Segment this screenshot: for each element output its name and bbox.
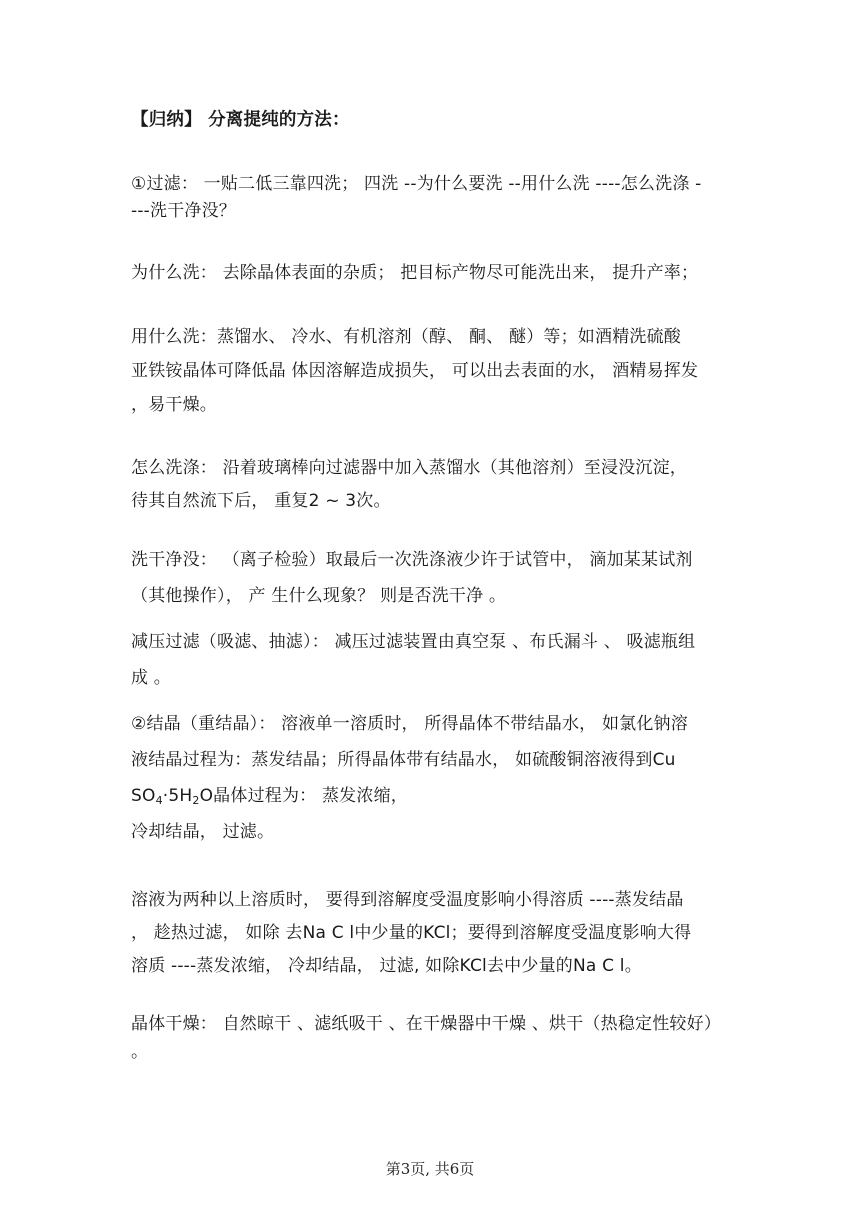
paragraph-line: 溶液为两种以上溶质时， 要得到溶解度受温度影响小得溶质 ----蒸发结晶 bbox=[131, 890, 684, 910]
paragraph-line: 洗干净没： （离子检验）取最后一次洗涤液少许于试管中， 滴加某某试剂 bbox=[131, 550, 693, 570]
paragraph-line: 减压过滤（吸滤、抽滤）： 减压过滤装置由真空泵 、布氏漏斗 、 吸滤瓶组 bbox=[131, 632, 696, 652]
paragraph-line: 成 。 bbox=[131, 668, 172, 688]
paragraph-line: （其他操作）， 产 生什么现象？ 则是否洗干净 。 bbox=[131, 586, 507, 606]
paragraph-line: 怎么洗涤： 沿着玻璃棒向过滤器中加入蒸馏水（其他溶剂）至浸没沉淀， bbox=[131, 458, 688, 478]
paragraph-line: 亚铁铵晶体可降低晶 体因溶解造成损失， 可以出去表面的水， 酒精易挥发 bbox=[131, 361, 699, 381]
formula-line: $SO_4\cdot 5H_2O$晶体过程为： 蒸发浓缩， bbox=[131, 786, 408, 807]
paragraph-line: 液结晶过程为：蒸发结晶；所得晶体带有结晶水， 如硫酸铜溶液得到Cu bbox=[131, 750, 676, 770]
section-heading: 【归纳】 分离提纯的方法： bbox=[131, 110, 350, 130]
paragraph-line: 。 bbox=[131, 1042, 149, 1062]
paragraph-line: ---洗干净没？ bbox=[131, 201, 237, 221]
page-footer: 第3页, 共6页 bbox=[385, 1160, 475, 1178]
paragraph-line: 用什么洗：蒸馏水、 冷水、有机溶剂（醇、 酮、 醚）等；如酒精洗硫酸 bbox=[131, 327, 682, 347]
paragraph-line: 晶体干燥： 自然晾干 、滤纸吸干 、在干燥器中干燥 、烘干（热稳定性较好） bbox=[131, 1014, 722, 1034]
paragraph-line: ②结晶（重结晶）： 溶液单一溶质时， 所得晶体不带结晶水， 如氯化钠溶 bbox=[131, 714, 688, 734]
paragraph-line: 为什么洗： 去除晶体表面的杂质； 把目标产物尽可能洗出来， 提升产率； bbox=[131, 263, 699, 283]
paragraph-line: ，易干燥。 bbox=[131, 395, 217, 415]
paragraph-line: ①过滤： 一贴二低三靠四洗； 四洗 --为什么要洗 --用什么洗 ----怎么洗涤 - bbox=[131, 174, 702, 194]
paragraph-line: 待其自然流下后， 重复2 ~ 3次。 bbox=[131, 491, 391, 511]
paragraph-line: 溶质 ----蒸发浓缩， 冷却结晶， 过滤, 如除KCl去中少量的Na C l。 bbox=[131, 956, 642, 976]
paragraph-line: ， 趁热过滤， 如除 去Na C l中少量的KCl；要得到溶解度受温度影响大得 bbox=[131, 923, 692, 943]
paragraph-line: 冷却结晶， 过滤。 bbox=[131, 822, 275, 842]
